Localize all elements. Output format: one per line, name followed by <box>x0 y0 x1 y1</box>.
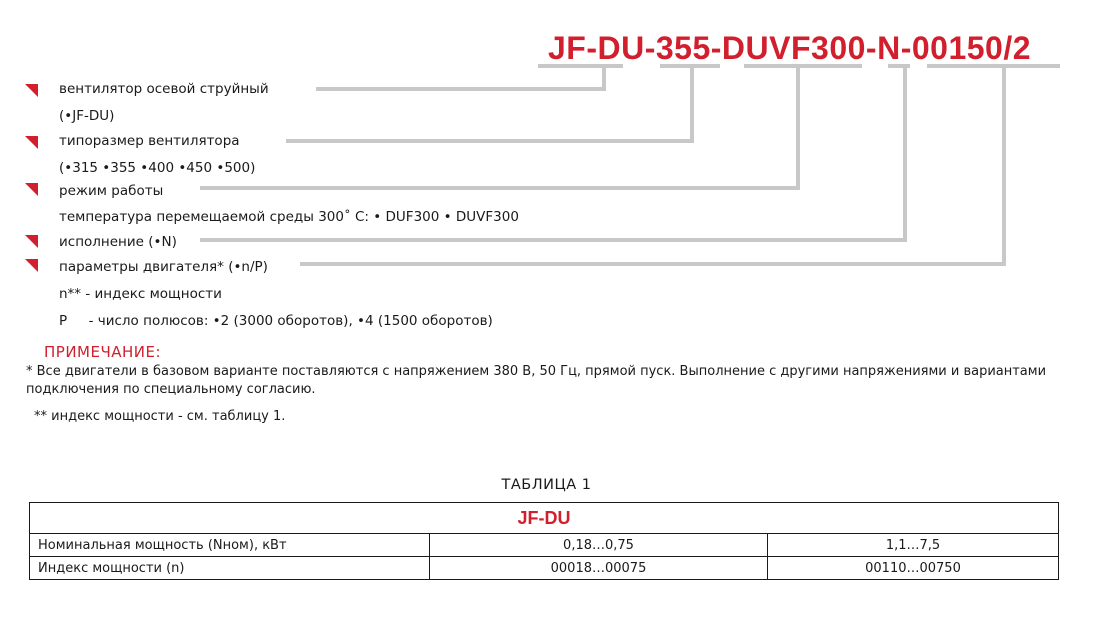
table-cell: 1,1…7,5 <box>768 534 1059 557</box>
bullet-marker <box>25 84 38 97</box>
bullet-marker <box>25 136 38 149</box>
table-cell-label: Номинальная мощность (Nном), кВт <box>30 534 430 557</box>
bullet-marker <box>25 235 38 248</box>
table-row <box>30 557 1059 580</box>
bullet-marker <box>25 183 38 196</box>
note-footnote-2: ** индекс мощности - см. таблицу 1. <box>34 409 286 424</box>
item-title: типоразмер вентилятора <box>59 133 240 149</box>
connector-1 <box>316 66 604 89</box>
connector-2 <box>286 66 692 141</box>
item-sub: P - число полюсов: •2 (3000 оборотов), •4 (1500 оборотов) <box>59 313 493 329</box>
table-header-row <box>30 503 1059 534</box>
item-sub: температура перемещаемой среды 300˚ С: • DUF300 • DUVF300 <box>59 209 519 225</box>
connector-3 <box>200 66 798 188</box>
item-sub: n** - индекс мощности <box>59 286 222 302</box>
note-footnote-1: * Все двигатели в базовом варианте поставляются с напряжением 380 В, 50 Гц, прямой пуск. Выполнение с другими напряжениями и вариантами подключения по специальному согласию. <box>26 364 1047 397</box>
note-title: ПРИМЕЧАНИЕ: <box>44 343 162 361</box>
item-sub: (•JF-DU) <box>59 108 115 124</box>
item-title: параметры двигателя* (•n/P) <box>59 259 268 275</box>
bullet-marker <box>25 259 38 272</box>
table-header: JF-DU <box>30 503 1059 534</box>
table-caption: ТАБЛИЦА 1 <box>501 477 592 493</box>
table-cell: 00018…00075 <box>430 557 768 580</box>
table-row <box>30 534 1059 557</box>
item-title: режим работы <box>59 183 164 199</box>
item-title: исполнение (•N) <box>59 234 177 250</box>
model-code: JF-DU-355-DUVF300-N-00150/2 <box>548 30 1032 66</box>
item-sub: (•315 •355 •400 •450 •500) <box>59 160 256 176</box>
power-table <box>29 502 1059 580</box>
connector-5 <box>300 66 1004 264</box>
table-cell: 00110…00750 <box>768 557 1059 580</box>
table-cell: 0,18…0,75 <box>430 534 768 557</box>
item-title: вентилятор осевой струйный <box>59 81 269 97</box>
table-cell-label: Индекс мощности (n) <box>30 557 430 580</box>
